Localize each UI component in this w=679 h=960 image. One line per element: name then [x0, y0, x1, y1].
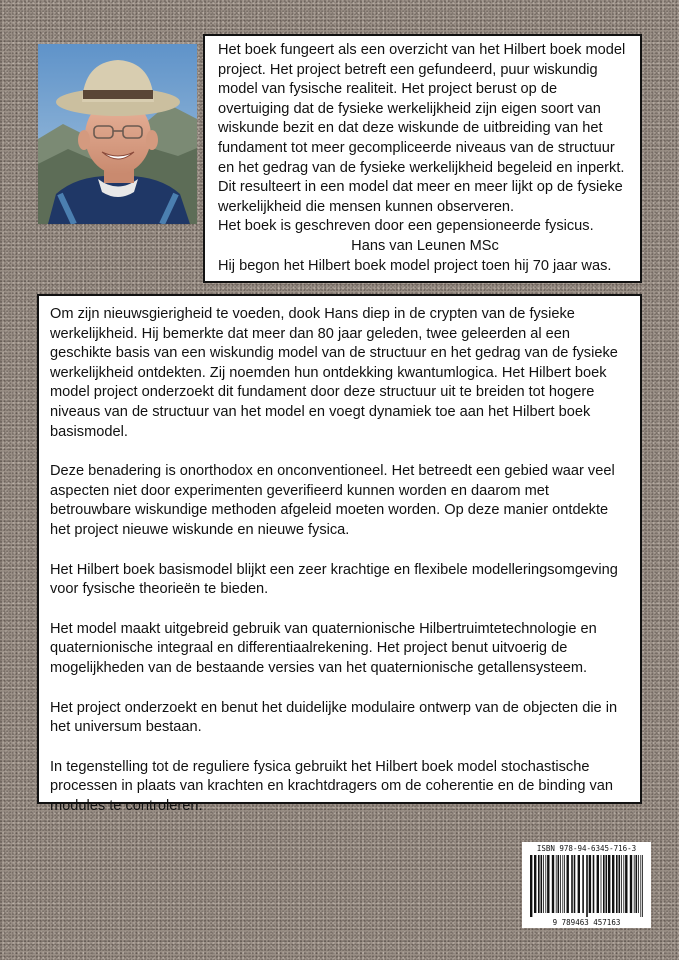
paragraph: In tegenstelling tot de reguliere fysica gebruikt het Hilbert boek model stochastische processen in plaats van krachten en krachtdragers om de coherentie en de binding van modules te controleren. [50, 758, 614, 814]
paragraph: Deze benadering is onorthodox en onconventioneel. Het betreedt een gebied waar veel aspecten niet door experimenten geverifieerd kunnen worden en daarom met betrouwbare wiskundige methoden afgeleid moeten worden. Op deze manier ontdekte het project nieuwe wiskunde en nieuwe fysica. [50, 463, 615, 538]
barcode-bar [564, 855, 565, 913]
barcode-bar [552, 855, 554, 913]
barcode-bar [642, 855, 643, 917]
paragraph: Het Hilbert boek basismodel blijkt een zeer krachtige en flexibele modelleringsomgeving voor fysische theorieën te bieden. [50, 561, 618, 598]
paragraph: Het project onderzoekt en benut het duidelijke modulaire ontwerp van de objecten die in het universum bestaan. [50, 699, 618, 736]
paragraph: Om zijn nieuwsgierigheid te voeden, dook Hans diep in de crypten van de fysieke werkelijkheid. Hij bemerkte dat meer dan 80 jaar geleden, twee geleerden al een geschikte basis van een wiskundig model van de structuur en het gedrag van de fysieke werkelijkheid ontdekten. Zij noemden hun ontdekking kwantumlogica. Het Hilbert boek model project onderzoekt dit fundament door deze structuur uit te breiden tot hogere niveaus van de structuur van het model en voegt dynamiek toe aan het Hilbert boek basismodel. [50, 306, 618, 440]
bio-author-line: Het boek is geschreven door een gepensioneerde fysicus. [218, 218, 594, 235]
barcode-bar [634, 855, 635, 913]
author-photo [38, 44, 197, 224]
barcode-bar [541, 855, 543, 913]
barcode-digits: 9 789463 457163 [552, 918, 621, 927]
barcode-bar [547, 855, 549, 913]
barcode-bar [625, 855, 627, 913]
barcode-bar [586, 855, 588, 917]
barcode-bar [597, 855, 599, 913]
bio-description: Het boek fungeert als een overzicht van het Hilbert boek model project. Het project betreft een gefundeerd, puur wiskundig model van fysische realiteit. Het project berust op de overtuiging dat de fysieke werkelijkheid zijn eigen soort van wiskunde bezit en dat deze wiskunde de uitbreiding van het fundament tot meer gecompliceerde niveaus van de structuur en het gedrag van de fysieke werkelijkheid begeleid en inperkt. Dit resulteert in een model dat meer en meer lijkt op de fysieke werkelijkheid die mensen kunnen observeren. [218, 42, 626, 215]
bio-box [203, 34, 642, 283]
barcode-bar [601, 855, 602, 913]
barcode-bar [640, 855, 641, 917]
barcode-bar [556, 855, 557, 913]
isbn-barcode [522, 842, 651, 928]
barcode-bar [606, 855, 608, 913]
barcode-bar [582, 855, 584, 913]
barcode-bar [608, 855, 610, 913]
barcode-bar [612, 855, 614, 913]
barcode-bar [574, 855, 576, 913]
barcode-bar [589, 855, 591, 913]
barcode-bar [571, 855, 573, 913]
barcode-bar [616, 855, 618, 913]
barcode-bar [636, 855, 638, 913]
barcode-bar [603, 855, 605, 913]
barcode-bar [630, 855, 632, 913]
barcode-bar [545, 855, 546, 913]
barcode-bar [558, 855, 560, 913]
isbn-label: ISBN 978-94-6345-716-3 [536, 844, 637, 853]
barcode-bar [530, 855, 532, 917]
barcode-bar [623, 855, 624, 913]
bio-project-start: Hij begon het Hilbert boek model project toen hij 70 jaar was. [218, 257, 612, 274]
main-text-box [37, 294, 642, 814]
barcode-bar [543, 855, 544, 913]
barcode-bar [593, 855, 595, 913]
author-name: Hans van Leunen MSc [351, 237, 499, 254]
barcode-bar [567, 855, 569, 913]
barcode-bar [534, 855, 536, 913]
barcode-bar [560, 855, 561, 913]
barcode-bar [538, 855, 540, 913]
barcode-bar [562, 855, 563, 913]
paragraph: Het model maakt uitgebreid gebruik van quaternionische Hilbertruimtetechnologie en quaternionische integraal en differentiaalrekening. Het project benut uitvoerig de mogelijkheden van de bestaande versies van het quaternionische getallensysteem. [50, 620, 597, 676]
barcode-bar [638, 855, 639, 913]
barcode-bar [621, 855, 622, 913]
barcode-bar [619, 855, 621, 913]
barcode-bar [578, 855, 580, 913]
